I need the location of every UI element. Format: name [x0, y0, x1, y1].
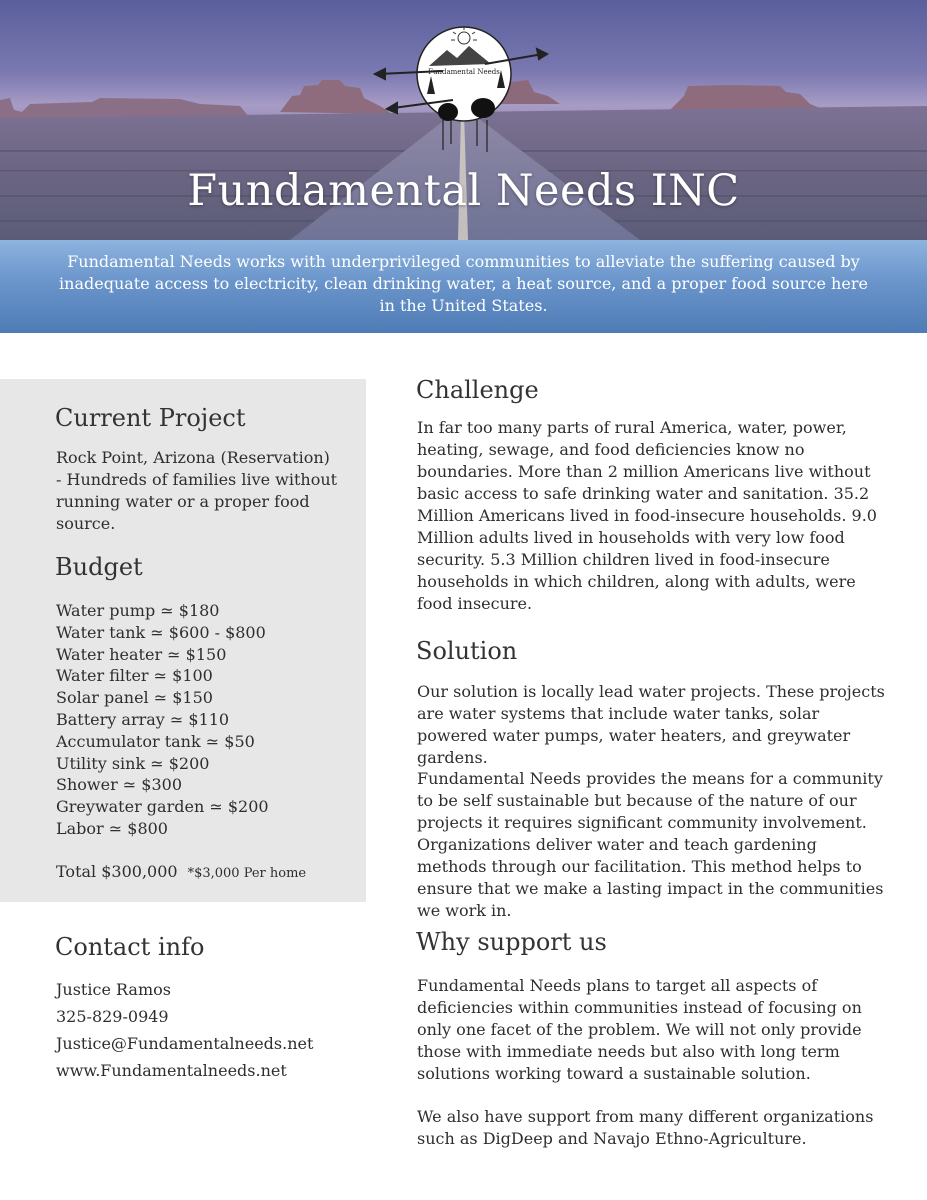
- budget-item: Utility sink ≃ $200: [56, 753, 210, 773]
- current-project-heading: Current Project: [55, 404, 246, 432]
- budget-item: Labor ≃ $800: [56, 818, 168, 838]
- budget-total: [56, 862, 306, 881]
- why-support-text-1: Fundamental Needs plans to target all aspects of deficiencies within communities instead of focusing on only one facet of the problem. We will not only provide those with immediate needs but also with long term solutions working toward a sustainable solution.: [417, 976, 862, 1083]
- challenge-text: In far too many parts of rural America, water, power, heating, sewage, and food deficiencies know no boundaries. More than 2 million Americans live without basic access to safe drinking water and sanitation. 35.2 Million Americans lived in food-insecure households. 9.0 Million adults lived in households with very low food security. 5.3 Million children lived in food-insecure households in which children, along with adults, were food insecure.: [417, 418, 877, 613]
- budget-item: Water pump ≃ $180: [56, 601, 220, 620]
- contact-phone[interactable]: 325-829-0949: [56, 1007, 169, 1026]
- budget-heading: Budget: [55, 553, 143, 581]
- logo-text: Fundamental Needs: [428, 68, 500, 76]
- solution-text-1: Our solution is locally lead water projects. These projects are water systems that include water tanks, solar powered water pumps, water heaters, and greywater gardens.: [417, 682, 885, 767]
- why-support-text-2: We also have support from many different organizations such as DigDeep and Navajo Ethno-Agriculture.: [417, 1107, 874, 1148]
- budget-item: Battery array ≃ $110: [56, 709, 230, 729]
- contact-email[interactable]: Justice@Fundamentalneeds.net: [56, 1034, 314, 1053]
- why-support-heading: Why support us: [416, 928, 607, 956]
- budget-item: Water tank ≃ $600 - $800: [56, 622, 266, 642]
- budget-item: Water filter ≃ $100: [56, 666, 213, 686]
- fundamental-needs-logo: [373, 24, 549, 158]
- budget-list: [56, 600, 269, 840]
- hero-banner: [0, 0, 927, 240]
- budget-total-value: Total $300,000: [56, 862, 178, 881]
- budget-item: Shower ≃ $300: [56, 775, 183, 795]
- current-project-text: Rock Point, Arizona (Reservation) - Hundreds of families live without running water or a proper food source.: [56, 448, 338, 533]
- challenge-heading: Challenge: [416, 376, 539, 404]
- contact-website[interactable]: www.Fundamentalneeds.net: [56, 1061, 287, 1080]
- budget-item: Greywater garden ≃ $200: [56, 797, 269, 817]
- budget-item: Solar panel ≃ $150: [56, 688, 213, 708]
- budget-item: Water heater ≃ $150: [56, 644, 227, 664]
- contact-name: Justice Ramos: [56, 980, 171, 999]
- budget-item: Accumulator tank ≃ $50: [56, 731, 255, 751]
- budget-total-note: *$3,000 Per home: [187, 866, 307, 881]
- mission-statement: Fundamental Needs works with underprivileged communities to alleviate the suffering caused by inadequate access to electricity, clean drinking water, a heat source, and a proper food source here in the United States.: [0, 240, 927, 333]
- contact-list: [56, 976, 313, 1084]
- page-title: Fundamental Needs INC: [187, 166, 740, 216]
- solution-text-2: Fundamental Needs provides the means for a community to be self sustainable but because of the nature of our projects it requires significant community involvement. Organizations deliver water and teach gardening methods through our facilitation. This method helps to ensure that we make a lasting impact in the communities we work in.: [417, 769, 884, 920]
- contact-heading: Contact info: [55, 933, 205, 961]
- solution-heading: Solution: [416, 637, 518, 665]
